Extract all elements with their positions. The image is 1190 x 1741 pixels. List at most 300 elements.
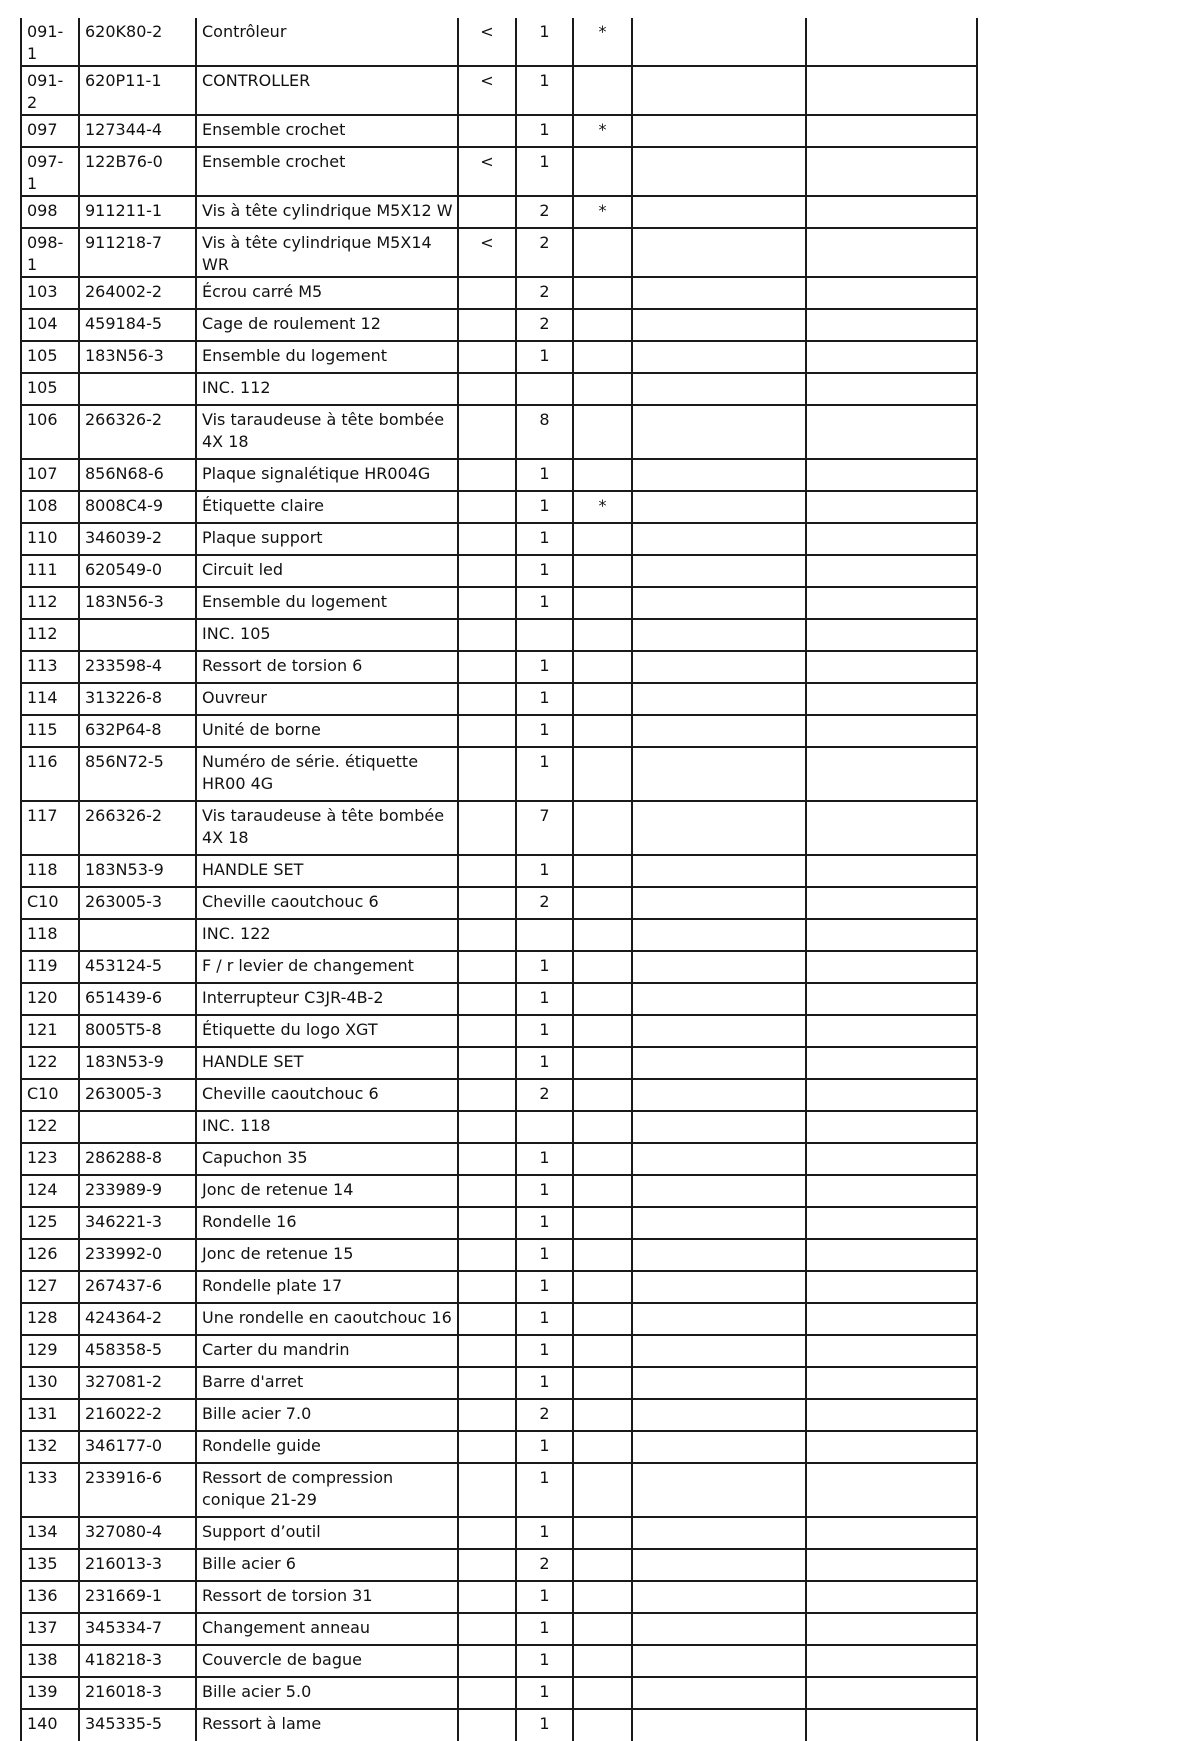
description-cell: Ressort de torsion 31	[196, 1581, 458, 1613]
quantity-cell: 1	[516, 341, 573, 373]
note-mark-cell	[573, 1677, 632, 1709]
empty-cell	[806, 1111, 977, 1143]
note-mark-cell	[573, 619, 632, 651]
table-row	[21, 66, 977, 115]
empty-cell	[632, 1047, 806, 1079]
empty-cell	[632, 277, 806, 309]
change-mark-cell	[458, 459, 516, 491]
note-mark-cell	[573, 1613, 632, 1645]
quantity-cell: 1	[516, 855, 573, 887]
quantity-cell: 1	[516, 115, 573, 147]
table-row	[21, 1645, 977, 1677]
change-mark-cell	[458, 1143, 516, 1175]
description-cell: Ensemble du logement	[196, 587, 458, 619]
quantity-cell: 1	[516, 1335, 573, 1367]
description-cell: F / r levier de changement	[196, 951, 458, 983]
part-number-cell: 127344-4	[79, 115, 196, 147]
note-mark-cell	[573, 1549, 632, 1581]
empty-cell	[632, 1335, 806, 1367]
change-mark-cell	[458, 373, 516, 405]
quantity-cell: 1	[516, 1015, 573, 1047]
part-number-cell	[79, 919, 196, 951]
empty-cell	[806, 1709, 977, 1741]
change-mark-cell	[458, 951, 516, 983]
empty-cell	[632, 18, 806, 66]
part-number-cell: 620K80-2	[79, 18, 196, 66]
item-number-cell: 111	[21, 555, 79, 587]
empty-cell	[632, 855, 806, 887]
item-number-cell: 137	[21, 1613, 79, 1645]
change-mark-cell	[458, 196, 516, 228]
description-cell: HANDLE SET	[196, 1047, 458, 1079]
part-number-cell: 216018-3	[79, 1677, 196, 1709]
description-cell: Plaque support	[196, 523, 458, 555]
table-row	[21, 801, 977, 855]
quantity-cell: 1	[516, 1303, 573, 1335]
table-row	[21, 1207, 977, 1239]
empty-cell	[806, 1079, 977, 1111]
empty-cell	[806, 1207, 977, 1239]
item-number-cell: C10	[21, 887, 79, 919]
quantity-cell: 1	[516, 1709, 573, 1741]
description-cell: INC. 112	[196, 373, 458, 405]
item-number-cell: 140	[21, 1709, 79, 1741]
item-number-cell: 121	[21, 1015, 79, 1047]
description-cell: Ensemble crochet	[196, 147, 458, 196]
quantity-cell: 2	[516, 1549, 573, 1581]
item-number-cell: 130	[21, 1367, 79, 1399]
part-number-cell: 911211-1	[79, 196, 196, 228]
item-number-cell: 103	[21, 277, 79, 309]
part-number-cell: 8005T5-8	[79, 1015, 196, 1047]
item-number-cell: 132	[21, 1431, 79, 1463]
part-number-cell: 286288-8	[79, 1143, 196, 1175]
empty-cell	[632, 459, 806, 491]
empty-cell	[806, 277, 977, 309]
parts-list-table	[20, 18, 978, 1741]
part-number-cell: 346039-2	[79, 523, 196, 555]
item-number-cell: 128	[21, 1303, 79, 1335]
part-number-cell: 313226-8	[79, 683, 196, 715]
item-number-cell: 139	[21, 1677, 79, 1709]
empty-cell	[632, 919, 806, 951]
part-number-cell: 459184-5	[79, 309, 196, 341]
part-number-cell: 231669-1	[79, 1581, 196, 1613]
description-cell: Étiquette du logo XGT	[196, 1015, 458, 1047]
empty-cell	[806, 147, 977, 196]
change-mark-cell: <	[458, 147, 516, 196]
table-row	[21, 115, 977, 147]
part-number-cell: 632P64-8	[79, 715, 196, 747]
part-number-cell: 263005-3	[79, 887, 196, 919]
table-row	[21, 341, 977, 373]
quantity-cell: 1	[516, 951, 573, 983]
change-mark-cell	[458, 619, 516, 651]
change-mark-cell	[458, 1677, 516, 1709]
item-number-cell: 104	[21, 309, 79, 341]
part-number-cell: 345335-5	[79, 1709, 196, 1741]
item-number-cell: 134	[21, 1517, 79, 1549]
empty-cell	[632, 1431, 806, 1463]
empty-cell	[806, 651, 977, 683]
table-row	[21, 18, 977, 66]
empty-cell	[806, 1303, 977, 1335]
table-row	[21, 1399, 977, 1431]
quantity-cell: 1	[516, 1431, 573, 1463]
item-number-cell: 118	[21, 919, 79, 951]
note-mark-cell	[573, 147, 632, 196]
note-mark-cell: *	[573, 115, 632, 147]
empty-cell	[632, 683, 806, 715]
change-mark-cell	[458, 1399, 516, 1431]
item-number-cell: 127	[21, 1271, 79, 1303]
note-mark-cell: *	[573, 18, 632, 66]
item-number-cell: 114	[21, 683, 79, 715]
table-row	[21, 1335, 977, 1367]
table-row	[21, 1303, 977, 1335]
empty-cell	[632, 1239, 806, 1271]
table-row	[21, 1015, 977, 1047]
description-cell: Rondelle 16	[196, 1207, 458, 1239]
part-number-cell: 233992-0	[79, 1239, 196, 1271]
quantity-cell: 1	[516, 683, 573, 715]
description-cell: Ensemble du logement	[196, 341, 458, 373]
empty-cell	[806, 196, 977, 228]
quantity-cell: 2	[516, 277, 573, 309]
change-mark-cell	[458, 1015, 516, 1047]
note-mark-cell	[573, 1111, 632, 1143]
quantity-cell	[516, 919, 573, 951]
quantity-cell: 1	[516, 1367, 573, 1399]
empty-cell	[632, 747, 806, 801]
empty-cell	[806, 1549, 977, 1581]
description-cell: Ressort de compression conique 21-29	[196, 1463, 458, 1517]
item-number-cell: 113	[21, 651, 79, 683]
item-number-cell: 117	[21, 801, 79, 855]
part-number-cell: 453124-5	[79, 951, 196, 983]
change-mark-cell	[458, 651, 516, 683]
part-number-cell: 424364-2	[79, 1303, 196, 1335]
empty-cell	[806, 491, 977, 523]
change-mark-cell	[458, 341, 516, 373]
table-row	[21, 1271, 977, 1303]
part-number-cell: 266326-2	[79, 405, 196, 459]
empty-cell	[632, 1367, 806, 1399]
note-mark-cell	[573, 1581, 632, 1613]
part-number-cell: 183N53-9	[79, 1047, 196, 1079]
note-mark-cell	[573, 983, 632, 1015]
empty-cell	[632, 1709, 806, 1741]
part-number-cell: 327080-4	[79, 1517, 196, 1549]
empty-cell	[806, 523, 977, 555]
table-row	[21, 1463, 977, 1517]
table-row	[21, 277, 977, 309]
empty-cell	[632, 115, 806, 147]
empty-cell	[632, 1303, 806, 1335]
description-cell: Bille acier 5.0	[196, 1677, 458, 1709]
item-number-cell: 110	[21, 523, 79, 555]
note-mark-cell	[573, 587, 632, 619]
empty-cell	[632, 619, 806, 651]
part-number-cell: 346221-3	[79, 1207, 196, 1239]
change-mark-cell: <	[458, 228, 516, 277]
table-row	[21, 1581, 977, 1613]
empty-cell	[806, 1463, 977, 1517]
note-mark-cell	[573, 1303, 632, 1335]
description-cell: INC. 105	[196, 619, 458, 651]
empty-cell	[632, 1015, 806, 1047]
quantity-cell: 1	[516, 1239, 573, 1271]
description-cell: Barre d'arret	[196, 1367, 458, 1399]
table-row	[21, 309, 977, 341]
empty-cell	[632, 1143, 806, 1175]
note-mark-cell	[573, 1079, 632, 1111]
part-number-cell: 233989-9	[79, 1175, 196, 1207]
item-number-cell: 122	[21, 1047, 79, 1079]
quantity-cell: 2	[516, 228, 573, 277]
table-row	[21, 1239, 977, 1271]
quantity-cell: 2	[516, 1079, 573, 1111]
item-number-cell: 125	[21, 1207, 79, 1239]
empty-cell	[806, 373, 977, 405]
change-mark-cell	[458, 1335, 516, 1367]
empty-cell	[806, 1143, 977, 1175]
description-cell: Cheville caoutchouc 6	[196, 887, 458, 919]
part-number-cell: 267437-6	[79, 1271, 196, 1303]
part-number-cell: 183N56-3	[79, 341, 196, 373]
empty-cell	[806, 855, 977, 887]
description-cell: Support d’outil	[196, 1517, 458, 1549]
empty-cell	[806, 309, 977, 341]
table-row	[21, 1047, 977, 1079]
table-row	[21, 1709, 977, 1741]
note-mark-cell	[573, 405, 632, 459]
note-mark-cell	[573, 1175, 632, 1207]
part-number-cell: 911218-7	[79, 228, 196, 277]
quantity-cell: 1	[516, 651, 573, 683]
table-row	[21, 919, 977, 951]
change-mark-cell	[458, 1271, 516, 1303]
change-mark-cell	[458, 1111, 516, 1143]
item-number-cell: 107	[21, 459, 79, 491]
empty-cell	[806, 1517, 977, 1549]
table-row	[21, 651, 977, 683]
quantity-cell: 1	[516, 1463, 573, 1517]
part-number-cell: 620P11-1	[79, 66, 196, 115]
parts-list-body	[21, 18, 977, 1741]
item-number-cell: 112	[21, 587, 79, 619]
empty-cell	[806, 1367, 977, 1399]
empty-cell	[806, 919, 977, 951]
note-mark-cell	[573, 373, 632, 405]
part-number-cell: 346177-0	[79, 1431, 196, 1463]
note-mark-cell	[573, 341, 632, 373]
description-cell: Une rondelle en caoutchouc 16	[196, 1303, 458, 1335]
empty-cell	[806, 1271, 977, 1303]
change-mark-cell	[458, 555, 516, 587]
empty-cell	[806, 1645, 977, 1677]
note-mark-cell	[573, 1207, 632, 1239]
note-mark-cell	[573, 1047, 632, 1079]
item-number-cell: 097	[21, 115, 79, 147]
empty-cell	[632, 405, 806, 459]
change-mark-cell	[458, 523, 516, 555]
part-number-cell: 183N53-9	[79, 855, 196, 887]
description-cell: Cheville caoutchouc 6	[196, 1079, 458, 1111]
part-number-cell: 458358-5	[79, 1335, 196, 1367]
change-mark-cell	[458, 1175, 516, 1207]
empty-cell	[632, 1463, 806, 1517]
empty-cell	[806, 587, 977, 619]
item-number-cell: 118	[21, 855, 79, 887]
item-number-cell: 131	[21, 1399, 79, 1431]
item-number-cell: 116	[21, 747, 79, 801]
empty-cell	[632, 341, 806, 373]
table-row	[21, 491, 977, 523]
part-number-cell	[79, 1111, 196, 1143]
empty-cell	[632, 1271, 806, 1303]
table-row	[21, 555, 977, 587]
description-cell: Ressort de torsion 6	[196, 651, 458, 683]
part-number-cell: 122B76-0	[79, 147, 196, 196]
empty-cell	[632, 309, 806, 341]
change-mark-cell	[458, 1367, 516, 1399]
quantity-cell: 1	[516, 1047, 573, 1079]
item-number-cell: 138	[21, 1645, 79, 1677]
part-number-cell: 263005-3	[79, 1079, 196, 1111]
item-number-cell: 119	[21, 951, 79, 983]
note-mark-cell	[573, 1645, 632, 1677]
empty-cell	[806, 983, 977, 1015]
note-mark-cell	[573, 1143, 632, 1175]
quantity-cell	[516, 373, 573, 405]
table-row	[21, 951, 977, 983]
note-mark-cell	[573, 459, 632, 491]
part-number-cell: 345334-7	[79, 1613, 196, 1645]
description-cell: Rondelle guide	[196, 1431, 458, 1463]
part-number-cell: 233598-4	[79, 651, 196, 683]
empty-cell	[632, 1079, 806, 1111]
change-mark-cell	[458, 887, 516, 919]
table-row	[21, 1079, 977, 1111]
empty-cell	[632, 147, 806, 196]
quantity-cell: 1	[516, 1271, 573, 1303]
table-row	[21, 405, 977, 459]
quantity-cell: 1	[516, 715, 573, 747]
item-number-cell: 098-1	[21, 228, 79, 277]
change-mark-cell: <	[458, 18, 516, 66]
note-mark-cell	[573, 1431, 632, 1463]
description-cell: Bille acier 6	[196, 1549, 458, 1581]
empty-cell	[806, 715, 977, 747]
empty-cell	[806, 1431, 977, 1463]
empty-cell	[806, 18, 977, 66]
description-cell: Vis à tête cylindrique M5X14 WR	[196, 228, 458, 277]
change-mark-cell	[458, 715, 516, 747]
empty-cell	[806, 115, 977, 147]
empty-cell	[806, 951, 977, 983]
empty-cell	[632, 1677, 806, 1709]
note-mark-cell	[573, 1517, 632, 1549]
quantity-cell: 2	[516, 309, 573, 341]
part-number-cell: 856N68-6	[79, 459, 196, 491]
item-number-cell: 106	[21, 405, 79, 459]
table-row	[21, 587, 977, 619]
note-mark-cell	[573, 1463, 632, 1517]
quantity-cell: 1	[516, 1175, 573, 1207]
change-mark-cell	[458, 1303, 516, 1335]
part-number-cell: 856N72-5	[79, 747, 196, 801]
note-mark-cell	[573, 683, 632, 715]
quantity-cell	[516, 1111, 573, 1143]
change-mark-cell	[458, 1549, 516, 1581]
empty-cell	[806, 1677, 977, 1709]
item-number-cell: 108	[21, 491, 79, 523]
part-number-cell	[79, 373, 196, 405]
item-number-cell: 091-2	[21, 66, 79, 115]
empty-cell	[806, 555, 977, 587]
quantity-cell: 1	[516, 523, 573, 555]
empty-cell	[632, 715, 806, 747]
note-mark-cell	[573, 523, 632, 555]
item-number-cell: 105	[21, 373, 79, 405]
empty-cell	[806, 1581, 977, 1613]
empty-cell	[632, 1111, 806, 1143]
empty-cell	[632, 587, 806, 619]
note-mark-cell	[573, 555, 632, 587]
part-number-cell: 418218-3	[79, 1645, 196, 1677]
change-mark-cell	[458, 1581, 516, 1613]
empty-cell	[806, 1335, 977, 1367]
description-cell: Unité de borne	[196, 715, 458, 747]
item-number-cell: 133	[21, 1463, 79, 1517]
description-cell: Bille acier 7.0	[196, 1399, 458, 1431]
quantity-cell: 1	[516, 1143, 573, 1175]
change-mark-cell	[458, 855, 516, 887]
item-number-cell: 129	[21, 1335, 79, 1367]
part-number-cell	[79, 619, 196, 651]
table-row	[21, 147, 977, 196]
empty-cell	[632, 887, 806, 919]
empty-cell	[632, 228, 806, 277]
quantity-cell: 1	[516, 1207, 573, 1239]
table-row	[21, 1677, 977, 1709]
change-mark-cell	[458, 1645, 516, 1677]
change-mark-cell	[458, 1613, 516, 1645]
change-mark-cell	[458, 1079, 516, 1111]
description-cell: INC. 122	[196, 919, 458, 951]
empty-cell	[632, 1645, 806, 1677]
note-mark-cell: *	[573, 196, 632, 228]
table-row	[21, 855, 977, 887]
description-cell: Capuchon 35	[196, 1143, 458, 1175]
note-mark-cell	[573, 919, 632, 951]
note-mark-cell	[573, 228, 632, 277]
note-mark-cell	[573, 277, 632, 309]
item-number-cell: 115	[21, 715, 79, 747]
change-mark-cell: <	[458, 66, 516, 115]
quantity-cell: 2	[516, 887, 573, 919]
note-mark-cell	[573, 1367, 632, 1399]
empty-cell	[632, 651, 806, 683]
note-mark-cell	[573, 887, 632, 919]
description-cell: INC. 118	[196, 1111, 458, 1143]
quantity-cell: 2	[516, 196, 573, 228]
part-number-cell: 216022-2	[79, 1399, 196, 1431]
empty-cell	[632, 1581, 806, 1613]
description-cell: Vis taraudeuse à tête bombée 4X 18	[196, 801, 458, 855]
description-cell: Circuit led	[196, 555, 458, 587]
